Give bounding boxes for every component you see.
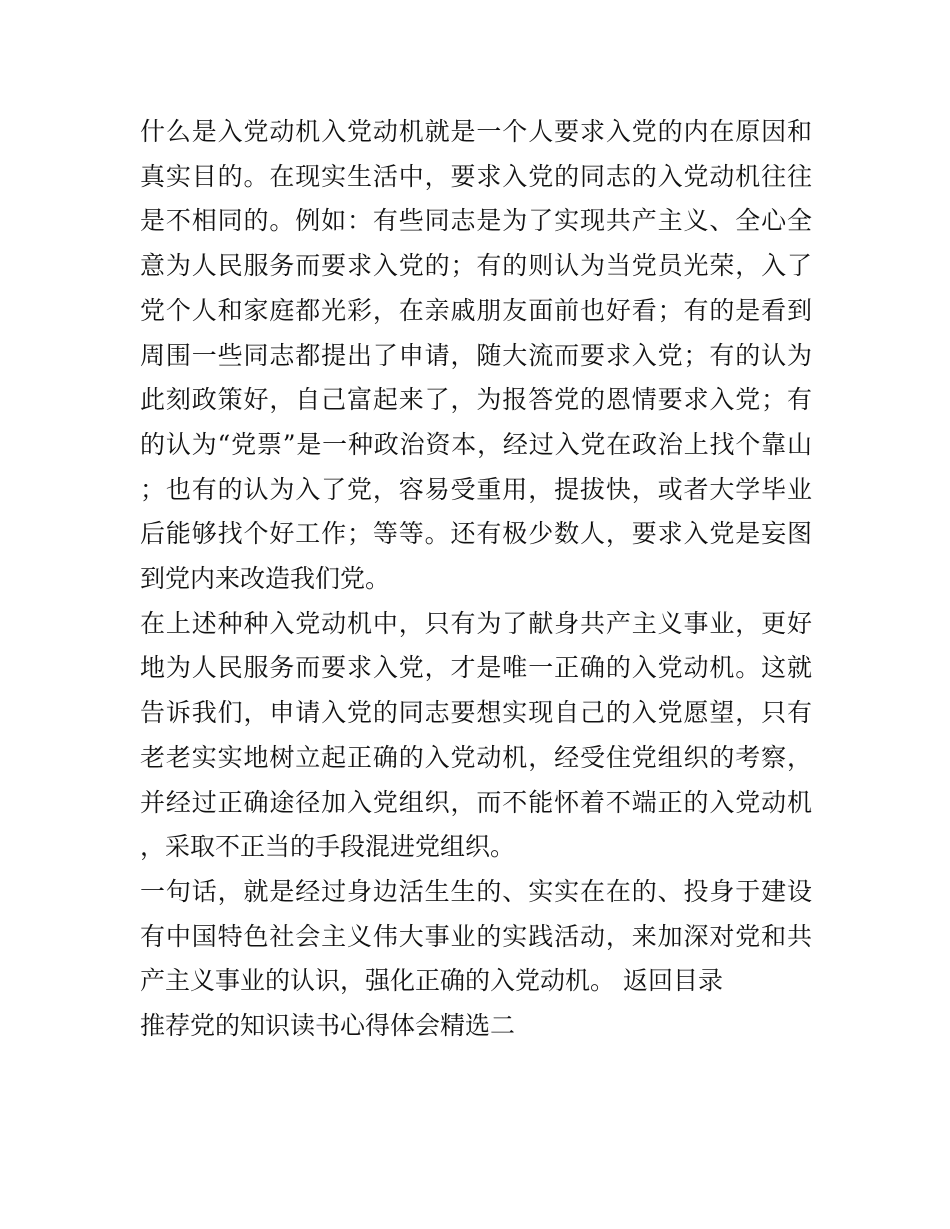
paragraph-summary — [140, 870, 812, 1004]
next-section-heading: 推荐党的知识读书心得体会精选二 — [140, 1011, 516, 1041]
paragraph-motive-definition: 什么是入党动机入党动机就是一个人要求入党的内在原因和真实目的。在现实生活中，要求入党的同志的入党动机往往是不相同的。例如：有些同志是为了实现共产主义、全心全意为人民服务而要求入党的；有的则认为当党员光荣，入了党个人和家庭都光彩，在亲戚朋友面前也好看；有的是看到周围一些同志都提出了申请，随大流而要求入党；有的认为此刻政策好，自己富起来了，为报答党的恩情要求入党；有的认为“党票”是一种政治资本，经过入党在政治上找个靠山；也有的认为入了党，容易受重用，提拔快，或者大学毕业后能够找个好工作；等等。还有极少数人，要求入党是妄图到党内来改造我们党。 — [140, 117, 812, 594]
document-body — [140, 110, 812, 1049]
back-to-toc-link[interactable]: 返回目录 — [623, 966, 724, 996]
paragraph-summary-text: 一句话，就是经过身边活生生的、实实在在的、投身于建设有中国特色社会主义伟大事业的实践活动，来加深对党和共产主义事业的认识，强化正确的入党动机。 — [140, 876, 812, 996]
paragraph-correct-motive: 在上述种种入党动机中，只有为了献身共产主义事业，更好地为人民服务而要求入党，才是唯一正确的入党动机。这就告诉我们，申请入党的同志要想实现自己的入党愿望，只有老老实实地树立起正确的入党动机，经受住党组织的考察，并经过正确途径加入党组织，而不能怀着不端正的入党动机，采取不正当的手段混进党组织。 — [140, 608, 812, 862]
